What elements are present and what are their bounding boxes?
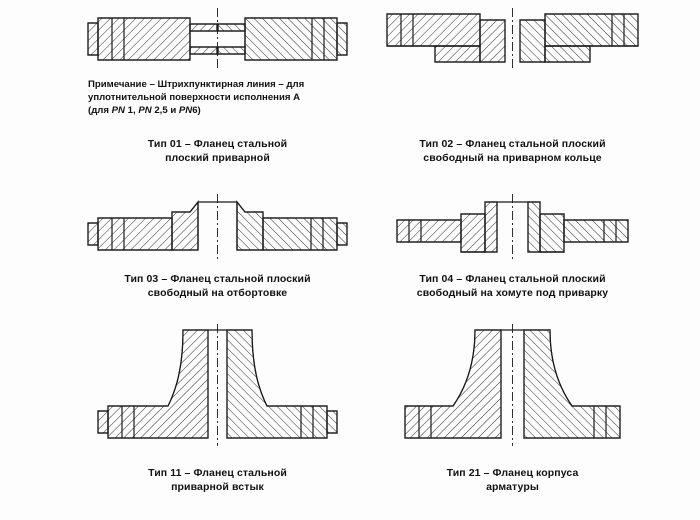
figure-tip-01 bbox=[80, 6, 355, 72]
figure-tip-03 bbox=[80, 190, 355, 262]
figure-tip-01-drawing bbox=[80, 6, 355, 72]
figure-tip-11-drawing bbox=[80, 320, 355, 450]
caption-tip-01 bbox=[80, 137, 355, 165]
note-l3-v1: 1, bbox=[124, 105, 139, 116]
figure-tip-04-drawing bbox=[375, 190, 650, 262]
caption-tip-03 bbox=[80, 272, 355, 300]
caption-tip-21-line1: Тип 21 – Фланец корпуса bbox=[446, 467, 579, 479]
caption-tip-03-line2: свободный на отбортовке bbox=[147, 287, 288, 299]
caption-tip-04-line1: Тип 04 – Фланец стальной плоский bbox=[419, 273, 606, 285]
caption-tip-11-line2: приварной встык bbox=[171, 481, 264, 493]
figure-tip-02 bbox=[375, 6, 650, 72]
caption-tip-01-line2: плоский приварной bbox=[165, 152, 270, 164]
note-l3-prefix: (для bbox=[88, 105, 112, 116]
note-line-3 bbox=[88, 104, 358, 117]
note-line-1: Примечание – Штрихпунктирная линия – для bbox=[88, 79, 305, 90]
note-pn-3: PN bbox=[178, 105, 193, 116]
caption-tip-02-line2: свободный на приварном кольце bbox=[423, 152, 602, 164]
note-block bbox=[88, 78, 358, 117]
note-l3-v3: 6) bbox=[192, 105, 201, 116]
figure-tip-21 bbox=[375, 320, 650, 450]
note-line-2: уплотнительной поверхности исполнения А bbox=[88, 92, 301, 103]
caption-tip-21 bbox=[375, 466, 650, 494]
caption-tip-04-line2: свободный на хомуте под приварку bbox=[416, 287, 609, 299]
figure-tip-03-drawing bbox=[80, 190, 355, 262]
caption-tip-11 bbox=[80, 466, 355, 494]
caption-tip-01-line1: Тип 01 – Фланец стальной bbox=[147, 138, 288, 150]
figure-tip-21-drawing bbox=[375, 320, 650, 450]
figure-tip-02-drawing bbox=[375, 6, 650, 72]
caption-tip-04 bbox=[375, 272, 650, 300]
figure-tip-11 bbox=[80, 320, 355, 450]
caption-tip-11-line1: Тип 11 – Фланец стальной bbox=[148, 467, 287, 479]
note-pn-2: PN bbox=[138, 105, 152, 116]
caption-tip-02-line1: Тип 02 – Фланец стальной плоский bbox=[419, 138, 606, 150]
caption-tip-02 bbox=[375, 137, 650, 165]
caption-tip-21-line2: арматуры bbox=[486, 481, 539, 493]
figure-tip-04 bbox=[375, 190, 650, 262]
note-pn-1: PN bbox=[111, 105, 125, 116]
caption-tip-03-line1: Тип 03 – Фланец стальной плоский bbox=[124, 273, 311, 285]
note-l3-v2: 2,5 и bbox=[151, 105, 179, 116]
